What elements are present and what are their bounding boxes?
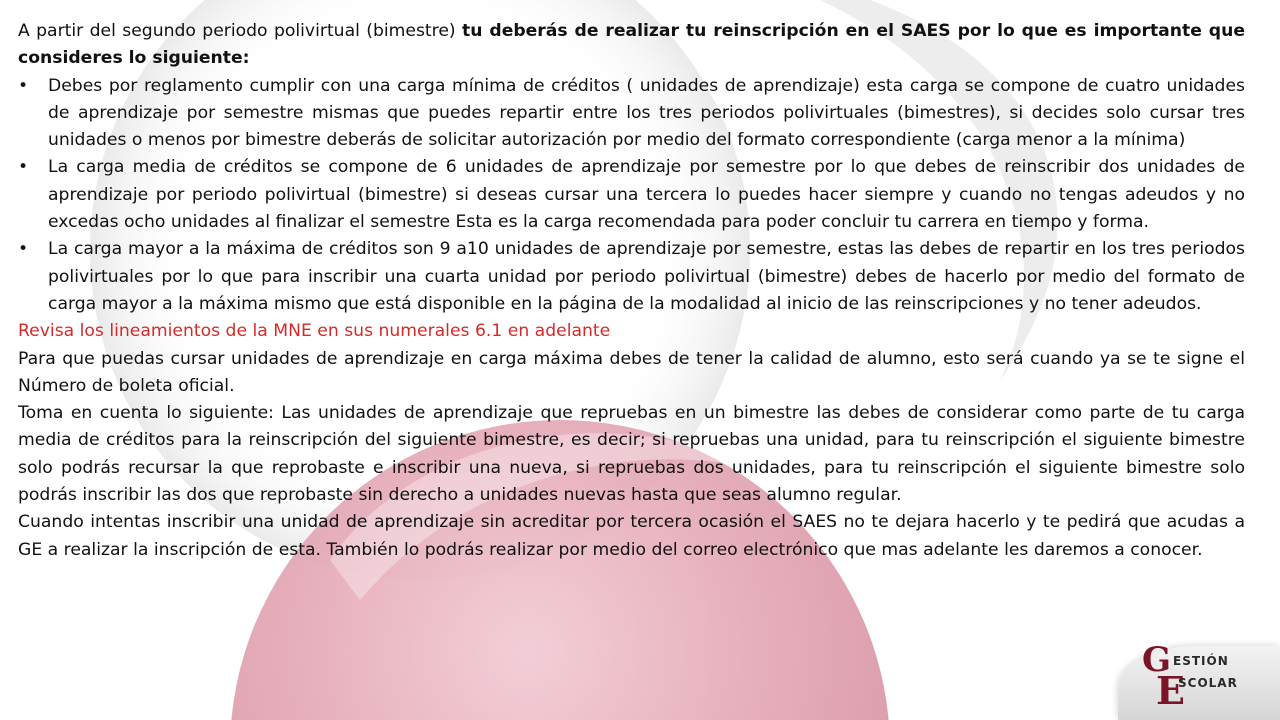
bullet-text: La carga media de créditos se compone de 6 unidades de aprendizaje por semestre por lo que debes de reinscribir dos unidades de aprendizaje por periodo polivirtual (bimestre) si deseas cursar una tercera lo puedes hacer siempre y cuando no tengas adeudos y no excedas ocho unidades al finalizar el semestre Esta es la carga recomendada para poder concluir tu carrera en tiempo y forma. bbox=[48, 157, 1245, 233]
bullet-item-minimum-load bbox=[18, 73, 1245, 155]
gestion-escolar-logo bbox=[1118, 640, 1280, 720]
bullet-text: La carga mayor a la máxima de créditos son 9 a10 unidades de aprendizaje por semestre, estas las debes de repartir en los tres periodos polivirtuales por lo que para inscribir una cuarta unidad por periodo polivirtual (bimestre) debes de hacerlo por medio del formato de carga mayor a la máxima mismo que está disponible en la página de la modalidad al inicio de las reinscripciones y no tener adeudos. bbox=[48, 239, 1245, 314]
paragraph-student-status: Para que puedas cursar unidades de aprendizaje en carga máxima debes de tener la calidad de alumno, esto será cuando ya se te signe el Número de boleta oficial. bbox=[18, 348, 1245, 396]
paragraph-failed-units: Toma en cuenta lo siguiente: Las unidades de aprendizaje que repruebas en un bimestre las debes de considerar como parte de tu carga media de créditos para la reinscripción del siguiente bimestre, es decir; si repruebas una unidad, para tu reinscripción el siguiente bimestre solo podrás recursar la que reprobaste e inscribir una nueva, si repruebas dos unidades, para tu reinscripción el siguiente bimestre solo podrás inscribir las dos que reprobaste sin derecho a unidades nuevas hasta que seas alumno regular. bbox=[18, 403, 1245, 506]
slide-text bbox=[18, 18, 1245, 564]
logo-letter-e: E bbox=[1156, 668, 1185, 713]
bullet-item-medium-load bbox=[18, 154, 1245, 236]
intro-paragraph bbox=[18, 18, 1245, 73]
bullet-icon: • bbox=[18, 239, 29, 260]
logo-text-escolar: SCOLAR bbox=[1178, 676, 1238, 690]
bullet-text: Debes por reglamento cumplir con una carga mínima de créditos ( unidades de aprendizaje) esta carga se compone de cuatro unidades de aprendizaje por semestre mismas que puedes repartir entre los tres periodos polivirtuales (bimestres), si decides solo cursar tres unidades o menos por bimestre deberás de solicitar autorización por medio del formato correspondiente (carga menor a la mínima) bbox=[48, 75, 1245, 151]
bullet-list bbox=[18, 73, 1245, 319]
bullet-item-maximum-load bbox=[18, 236, 1245, 318]
bullet-icon: • bbox=[18, 75, 29, 96]
paragraph-third-attempt: Cuando intentas inscribir una unidad de aprendizaje sin acreditar por tercera ocasión el SAES no te dejara hacerlo y te pedirá que acudas a GE a realizar la inscripción de esta. También lo podrás realizar por medio del correo electrónico que mas adelante les daremos a conocer. bbox=[18, 512, 1245, 560]
intro-text: A partir del segundo periodo polivirtual (bimestre) bbox=[18, 21, 463, 41]
intro-bold-text: tu deberás de realizar tu reinscripción en el SAES por lo que es importante que consideres lo siguiente: bbox=[18, 21, 1245, 69]
red-note: Revisa los lineamientos de la MNE en sus numerales 6.1 en adelante bbox=[18, 321, 611, 342]
logo-letter-g: G bbox=[1142, 640, 1170, 680]
bullet-icon: • bbox=[18, 157, 29, 178]
logo-text-gestion: ESTIÓN bbox=[1173, 654, 1229, 668]
